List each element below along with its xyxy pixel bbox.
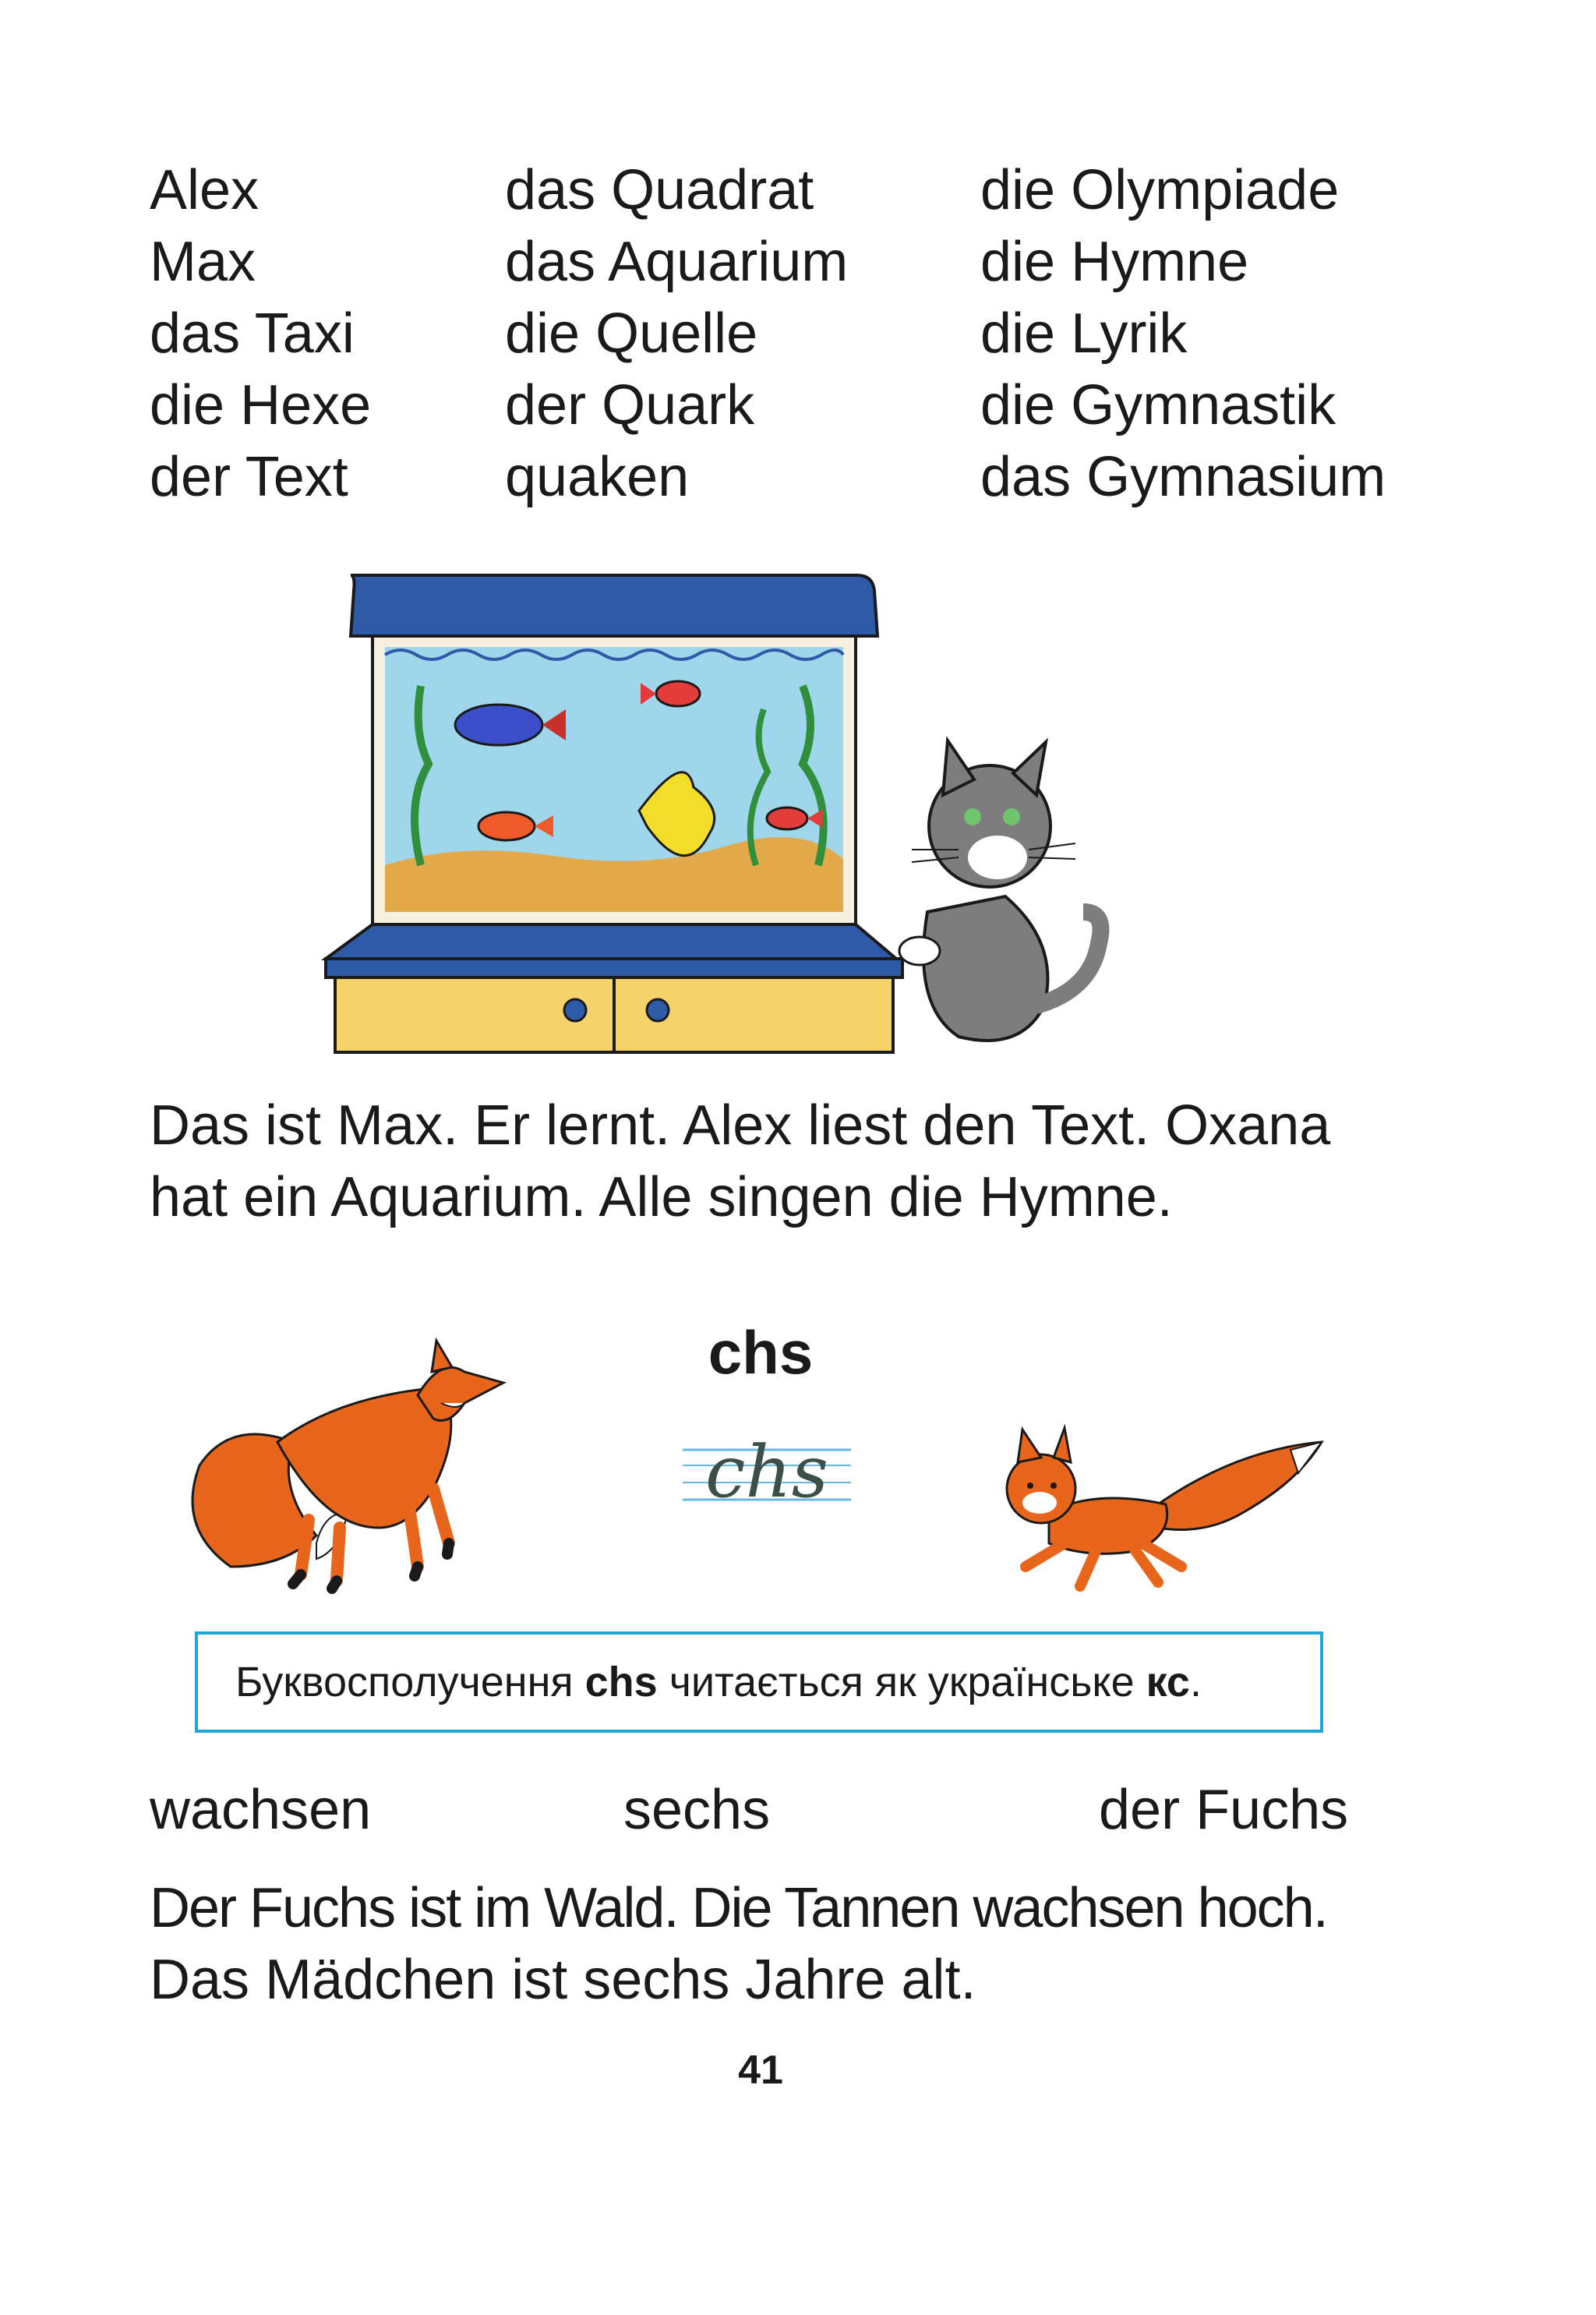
word-item: das Aquarium [505, 231, 849, 293]
word-item: das Gymnasium [980, 446, 1386, 508]
fox-icon [192, 1341, 503, 1589]
word-item: die Hymne [980, 231, 1249, 293]
section-heading-chs: chs [708, 1318, 814, 1387]
word-item: die Quelle [505, 302, 758, 365]
cursive-chs-illustration [681, 1419, 853, 1528]
word-item: Max [150, 231, 256, 293]
example-word: wachsen [150, 1779, 372, 1841]
page-number: 41 [738, 2048, 783, 2093]
aquarium-illustration [320, 569, 1223, 1052]
word-item: die Gymnastik [980, 374, 1336, 436]
word-column-3 [980, 154, 1386, 513]
fox-icon [1007, 1428, 1322, 1586]
word-column-1 [150, 154, 371, 513]
word-item: Alex [150, 159, 260, 221]
cursive-chs-text: chs [705, 1430, 828, 1514]
word-item: quaken [505, 446, 690, 508]
word-column-2 [505, 154, 848, 513]
paragraph-line: Der Fuchs ist im Wald. Die Tannen wachsen hoch. [150, 1877, 1327, 1939]
word-item: die Olympiade [980, 159, 1340, 221]
word-item: der Quark [505, 374, 755, 436]
word-item: die Hexe [150, 374, 372, 436]
word-item: das Taxi [150, 302, 355, 365]
example-word: der Fuchs [1099, 1779, 1349, 1841]
fox-left-illustration [184, 1333, 589, 1590]
example-word: sechs [623, 1779, 771, 1841]
word-item: der Text [150, 446, 348, 508]
fox-right-illustration [979, 1419, 1345, 1598]
paragraph-line: Das Mädchen ist sechs Jahre alt. [150, 1949, 976, 2011]
paragraph-line: Das ist Max. Er lernt. Alex liest den Text. Oxana [150, 1094, 1331, 1157]
word-item: das Quadrat [505, 159, 814, 221]
rule-box [195, 1631, 1323, 1733]
cat-icon [899, 740, 1101, 1041]
paragraph-line: hat ein Aquarium. Alle singen die Hymne. [150, 1166, 1173, 1228]
rule-text: Буквосполучення chs читається як українське кс. [235, 1659, 1202, 1705]
word-item: die Lyrik [980, 302, 1188, 365]
